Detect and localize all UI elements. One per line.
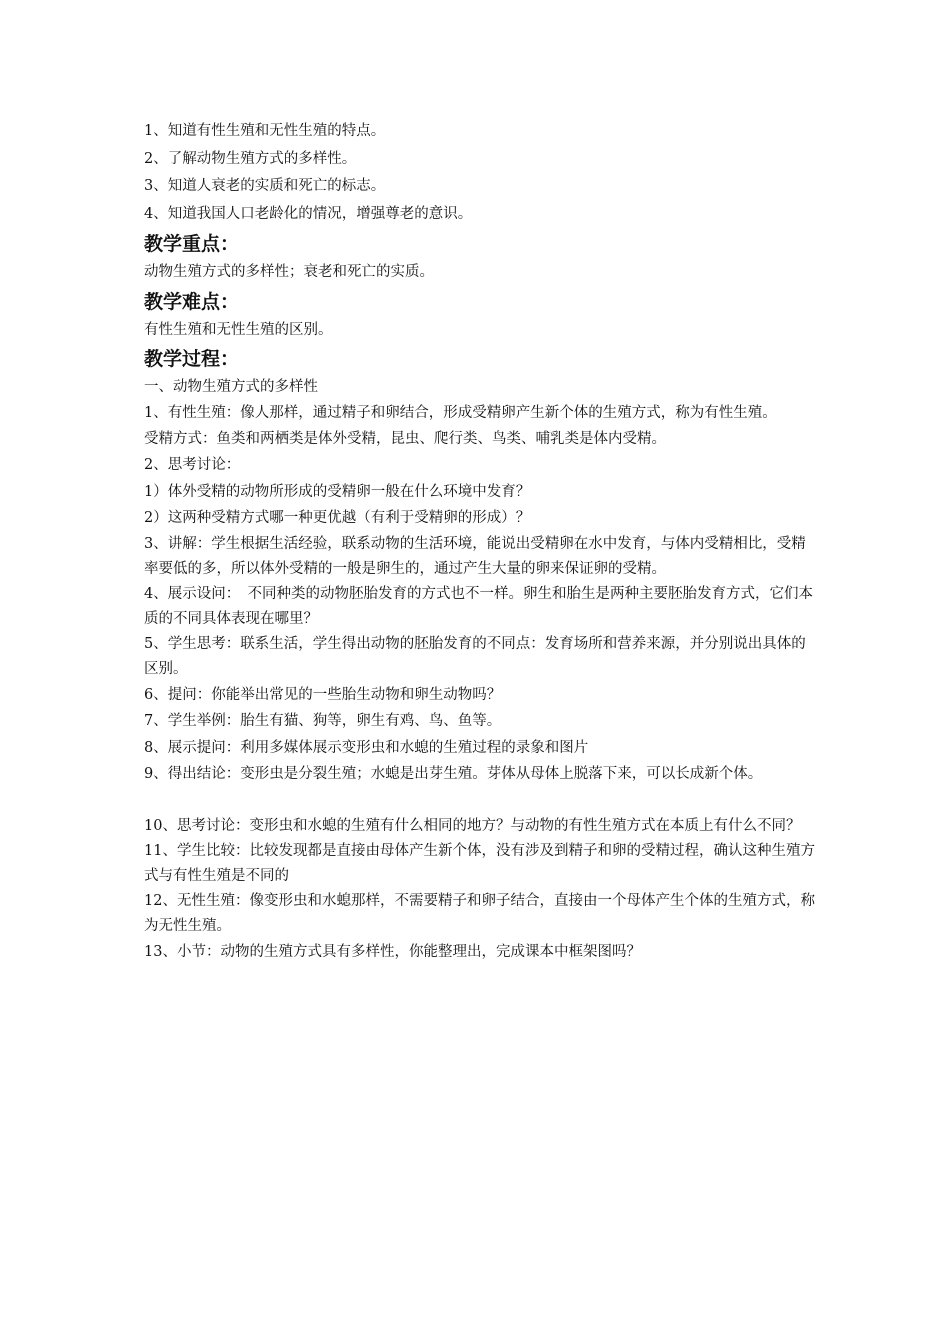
process-step: 10、思考讨论：变形虫和水螅的生殖有什么相同的地方？与动物的有性生殖方式在本质上有什么不同？ xyxy=(144,817,801,834)
difficulties-text: 有性生殖和无性生殖的区别。 xyxy=(144,321,333,338)
process-step: 12、无性生殖：像变形虫和水螅那样，不需要精子和卵子结合，直接由一个母体产生个体的生殖方式，称为无性生殖。 xyxy=(144,892,815,934)
process-step: 6、提问：你能举出常见的一些胎生动物和卵生动物吗？ xyxy=(144,686,502,703)
process-step: 1）体外受精的动物所形成的受精卵一般在什么环境中发育？ xyxy=(144,483,531,500)
process-step: 3、讲解：学生根据生活经验，联系动物的生活环境，能说出受精卵在水中发育，与体内受精相比，受精率要低的多，所以体外受精的一般是卵生的，通过产生大量的卵来保证卵的受精。 xyxy=(144,535,806,577)
process-step: 8、展示提问：利用多媒体展示变形虫和水螅的生殖过程的录象和图片 xyxy=(144,739,589,756)
process-section-title: 一、动物生殖方式的多样性 xyxy=(144,379,318,395)
difficulties-heading: 教学难点： xyxy=(144,290,240,313)
process-step: 9、得出结论：变形虫是分裂生殖；水螅是出芽生殖。芽体从母体上脱落下来，可以长成新个体。 xyxy=(144,766,763,782)
document-body xyxy=(144,118,820,965)
blank-line xyxy=(144,788,820,814)
process-step: 11、学生比较：比较发现都是直接由母体产生新个体，没有涉及到精子和卵的受精过程，确认这种生殖方式与有性生殖是不同的 xyxy=(144,842,815,884)
process-step: 7、学生举例：胎生有猫、狗等，卵生有鸡、鸟、鱼等。 xyxy=(144,713,502,729)
process-step: 13、小节：动物的生殖方式具有多样性，你能整理出，完成课本中框架图吗？ xyxy=(144,943,641,960)
key-points-text: 动物生殖方式的多样性；衰老和死亡的实质。 xyxy=(144,264,434,280)
process-step: 2）这两种受精方式哪一种更优越（有利于受精卵的形成）？ xyxy=(144,510,531,526)
process-step: 4、展示设问： 不同种类的动物胚胎发育的方式也不一样。卵生和胎生是两种主要胚胎发育方式，它们本质的不同具体表现在哪里？ xyxy=(144,585,813,627)
objective-item: 1、知道有性生殖和无性生殖的特点。 xyxy=(144,123,386,139)
objective-item: 2、了解动物生殖方式的多样性。 xyxy=(144,150,357,167)
process-heading: 教学过程： xyxy=(144,348,240,370)
objective-item: 4、知道我国人口老龄化的情况，增强尊老的意识。 xyxy=(144,205,473,222)
process-step: 2、思考讨论： xyxy=(144,457,241,473)
process-step: 1、有性生殖：像人那样，通过精子和卵结合，形成受精卵产生新个体的生殖方式，称为有性生殖。 xyxy=(144,404,777,421)
process-step: 受精方式：鱼类和两栖类是体外受精，昆虫、爬行类、鸟类、哺乳类是体内受精。 xyxy=(144,430,666,447)
objective-item: 3、知道人衰老的实质和死亡的标志。 xyxy=(144,178,386,194)
process-step: 5、学生思考：联系生活，学生得出动物的胚胎发育的不同点：发育场所和营养来源，并分别说出具体的区别。 xyxy=(144,635,806,677)
key-points-heading: 教学重点： xyxy=(144,233,240,255)
